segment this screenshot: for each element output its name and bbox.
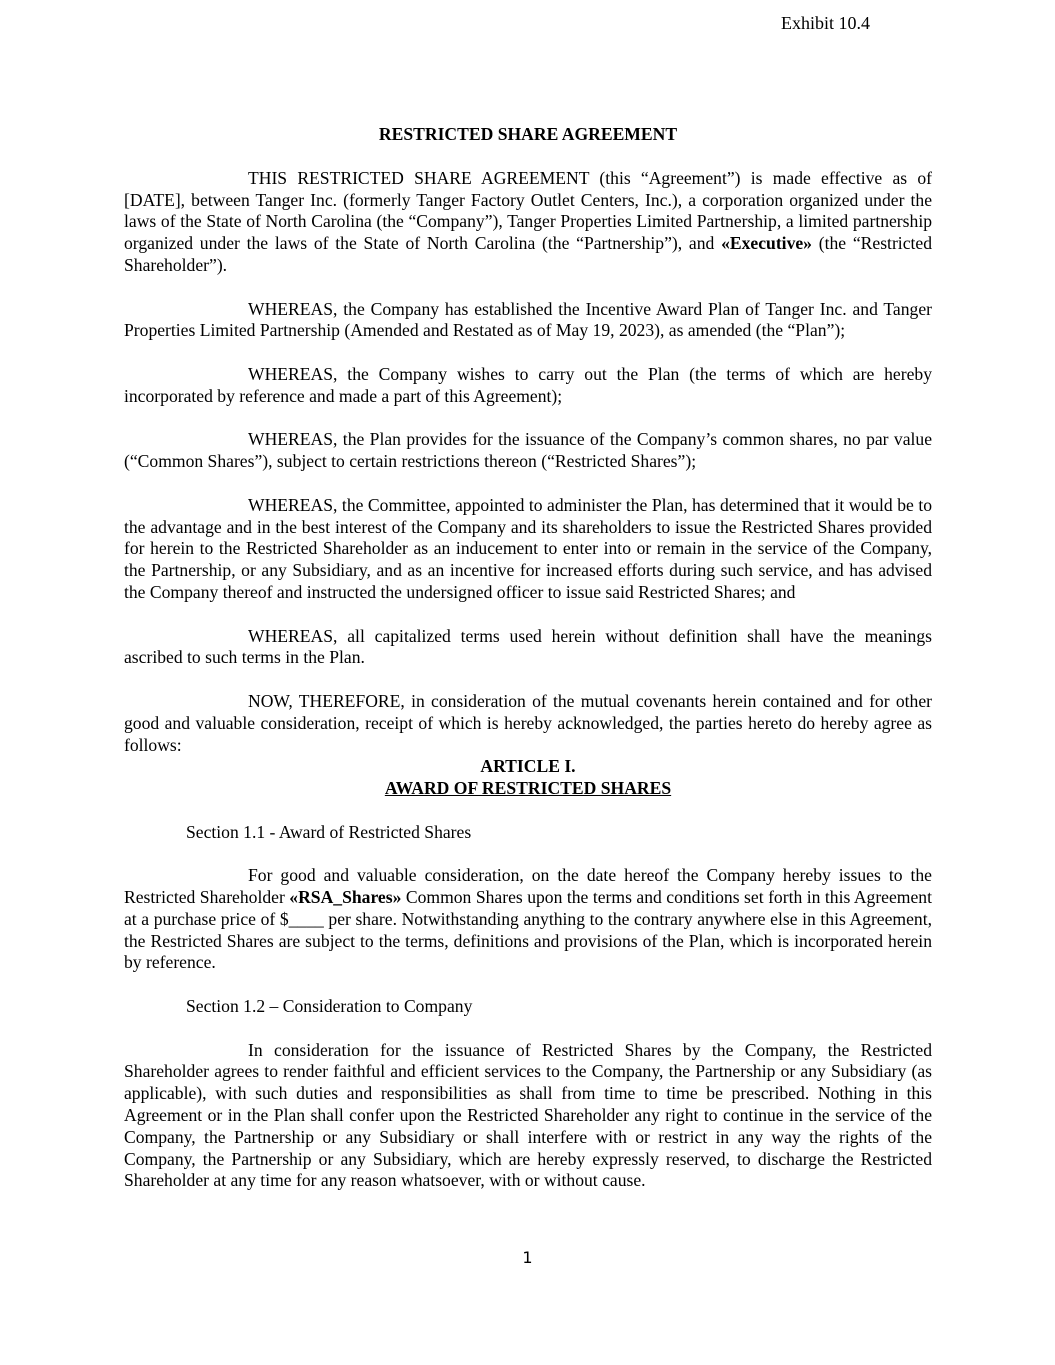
- executive-merge-field: «Executive»: [721, 233, 812, 254]
- whereas-paragraph-4: WHEREAS, the Committee, appointed to administer the Plan, has determined that it would be to the advantage and in the best interest of the Company and its shareholders to issue the Restricted Shares provided for herein to the Restricted Shareholder as an inducement to enter into or remain in the service of the Company, the Partnership, or any Subsidiary, and as an incentive for increased efforts during such service, and has advised the Company thereof and instructed the undersigned officer to issue said Restricted Shares; and: [124, 494, 932, 602]
- section-1-2-paragraph: In consideration for the issuance of Restricted Shares by the Company, the Restricted Shareholder agrees to render faithful and efficient services to the Company, the Partnership or any Subsidiary (as applicable), with such duties and responsibilities as shall from time to time be prescribed. Nothing in this Agreement or in the Plan shall confer upon the Restricted Shareholder any right to continue in the service of the Company, the Partnership or any Subsidiary or shall interfere with or restrict in any way the rights of the Company, the Partnership or any Subsidiary, which are hereby expressly reserved, to discharge the Restricted Shareholder at any time for any reason whatsoever, with or without cause.: [124, 1039, 932, 1191]
- intro-paragraph: [124, 168, 932, 277]
- article-number: ARTICLE I.: [480, 756, 576, 777]
- whereas-paragraph-1: WHEREAS, the Company has established the Incentive Award Plan of Tanger Inc. and Tanger Properties Limited Partnership (Amended and Restated as of May 19, 2023), as amended (the “Plan”);: [124, 298, 932, 341]
- intro-text-1: THIS RESTRICTED SHARE AGREEMENT (this “Agreement”) is made effective as of [DATE], between Tanger Inc. (formerly Tanger Factory Outlet Centers, Inc.), a corporation organized under the laws of the State of North Carolina (the “Company”), Tanger Properties Limited Partnership, a limited partnership organized under the laws of the State of North Carolina (the “Partnership”), and: [124, 167, 932, 254]
- section-1-1-text-2: Common Shares upon the terms and conditions set forth in this Agreement at a purchase price of $____ per share. Notwithstanding anything to the contrary anywhere else in this Agreement, the Restricted Shares are subject to the terms, definitions and provisions of the Plan, which is incorporated herein by reference.: [124, 887, 932, 973]
- section-1-1-heading: Section 1.1 - Award of Restricted Shares: [186, 821, 472, 842]
- section-1-1-paragraph: [124, 865, 932, 974]
- whereas-paragraph-5: WHEREAS, all capitalized terms used herein without definition shall have the meanings ascribed to such terms in the Plan.: [124, 625, 932, 668]
- section-1-1-text-1: For good and valuable consideration, on the date hereof the Company hereby issues to the Restricted Shareholder: [124, 865, 932, 908]
- whereas-paragraph-2: WHEREAS, the Company wishes to carry out the Plan (the terms of which are hereby incorporated by reference and made a part of this Agreement);: [124, 363, 932, 406]
- rsa-shares-merge-field: «RSA_Shares»: [289, 887, 402, 908]
- document-body: [124, 124, 932, 1192]
- whereas-paragraph-3: WHEREAS, the Plan provides for the issuance of the Company’s common shares, no par value (“Common Shares”), subject to certain restrictions thereon (“Restricted Shares”);: [124, 429, 932, 472]
- article-title: AWARD OF RESTRICTED SHARES: [384, 778, 672, 799]
- section-1-2-heading: Section 1.2 – Consideration to Company: [186, 996, 473, 1017]
- document-title: RESTRICTED SHARE AGREEMENT: [378, 124, 678, 144]
- exhibit-label: Exhibit 10.4: [781, 13, 870, 33]
- intro-text-2: (the “Restricted Shareholder”).: [124, 233, 932, 275]
- page-number: 1: [522, 1248, 533, 1267]
- now-therefore-paragraph: NOW, THEREFORE, in consideration of the mutual covenants herein contained and for other good and valuable consideration, receipt of which is hereby acknowledged, the parties hereto do hereby agree as follows:: [124, 690, 932, 755]
